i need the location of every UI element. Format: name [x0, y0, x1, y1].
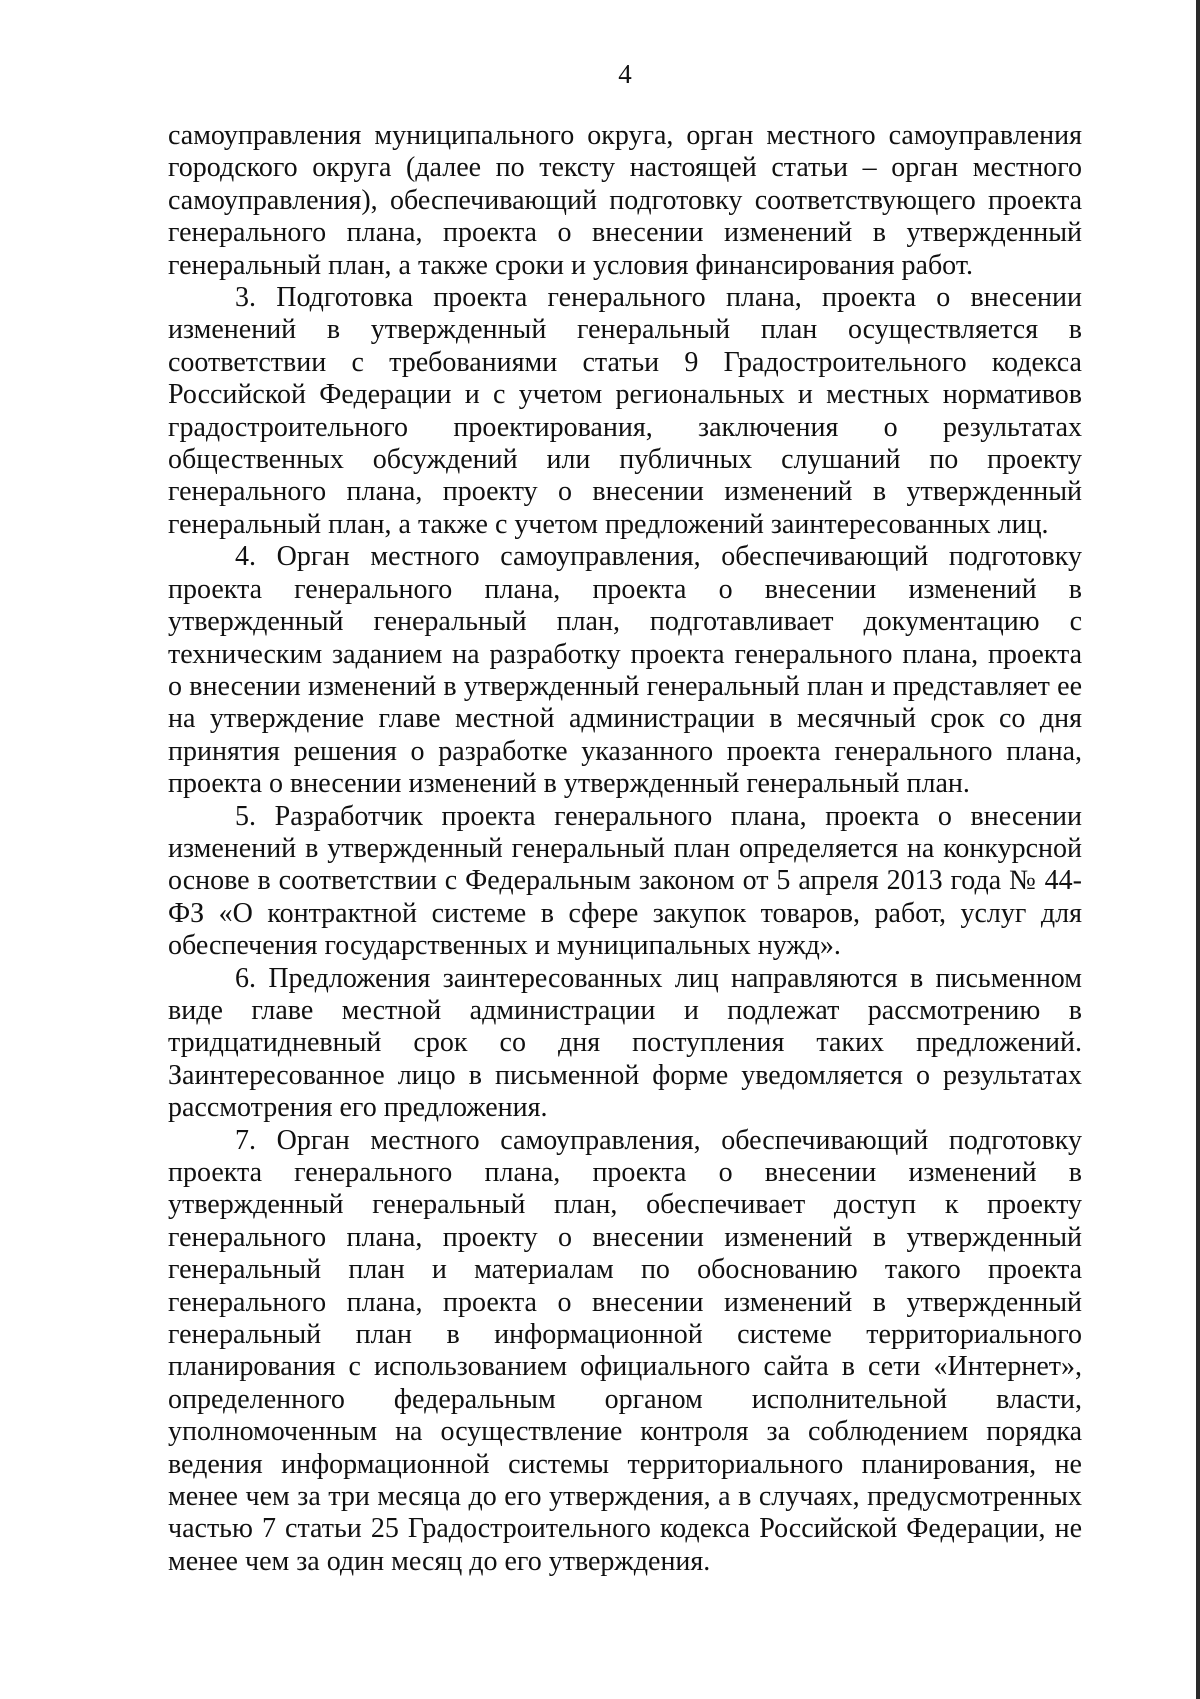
paragraph-item-6: 6. Предложения заинтересованных лиц направляются в письменном виде главе местной администрации и подлежат рассмотрению в тридцатидневный срок со дня поступления таких предложений. Заинтересованное лицо в письменной форме уведомляется о результатах рассмотрения его предложения. — [168, 962, 1082, 1124]
page-number: 4 — [618, 59, 632, 89]
paragraph-item-4: 4. Орган местного самоуправления, обеспечивающий подготовку проекта генерального плана, проекта о внесении изменений в утвержденный генеральный план, подготавливает документацию с техническим заданием на разработку проекта генерального плана, проекта о внесении изменений в утвержденный генеральный план и представляет ее на утверждение главе местной администрации в месячный срок со дня принятия решения о разработке указанного проекта генерального плана, проекта о внесении изменений в утвержденный генеральный план. — [168, 541, 1082, 800]
paragraph-item-3: 3. Подготовка проекта генерального плана, проекта о внесении изменений в утвержденный генеральный план осуществляется в соответствии с требованиями статьи 9 Градостроительного кодекса Российской Федерации и с учетом региональных и местных нормативов градостроительного проектирования, заключения о результатах общественных обсуждений или публичных слушаний по проекту генерального плана, проекту о внесении изменений в утвержденный генеральный план, а также с учетом предложений заинтересованных лиц. — [168, 282, 1082, 540]
scan-edge-line — [1196, 0, 1200, 1699]
document-body — [168, 120, 1082, 1578]
paragraph-continuation: самоуправления муниципального округа, орган местного самоуправления городского округа (далее по тексту настоящей статьи – орган местного самоуправления), обеспечивающий подготовку соответствующего проекта генерального плана, проекта о внесении изменений в утвержденный генеральный план, а также сроки и условия финансирования работ. — [168, 120, 1082, 281]
paragraph-item-5: 5. Разработчик проекта генерального плана, проекта о внесении изменений в утвержденный генеральный план определяется на конкурсной основе в соответствии с Федеральным законом от 5 апреля 2013 года № 44-ФЗ «О контрактной системе в сфере закупок товаров, работ, услуг для обеспечения государственных и муниципальных нужд». — [168, 800, 1082, 962]
paragraph-item-7: 7. Орган местного самоуправления, обеспечивающий подготовку проекта генерального плана, проекта о внесении изменений в утвержденный генеральный план, обеспечивает доступ к проекту генерального плана, проекту о внесении изменений в утвержденный генеральный план и материалам по обоснованию такого проекта генерального плана, проекта о внесении изменений в утвержденный генеральный план в информационной системе территориального планирования с использованием официального сайта в сети «Интернет», определенного федеральным органом исполнительной власти, уполномоченным на осуществление контроля за соблюдением порядка ведения информационной системы территориального планирования, не менее чем за три месяца до его утверждения, а в случаях, предусмотренных частью 7 статьи 25 Градостроительного кодекса Российской Федерации, не менее чем за один месяц до его утверждения. — [168, 1124, 1082, 1577]
